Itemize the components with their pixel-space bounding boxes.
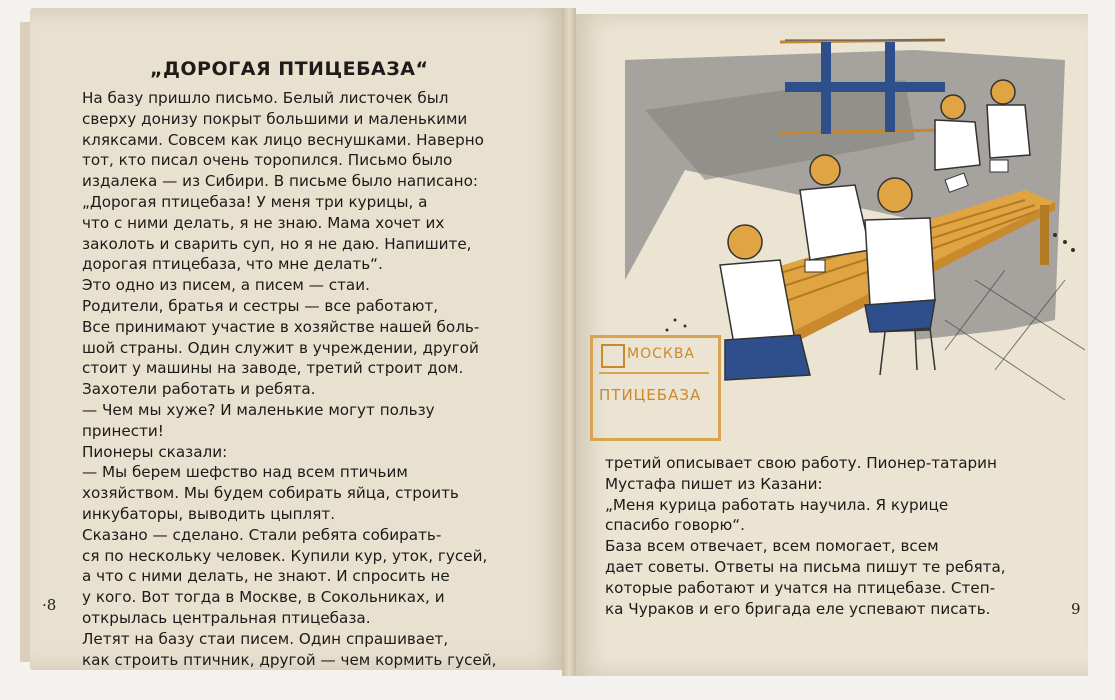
story-title: „ДОРОГАЯ ПТИЦЕБАЗА“ [150, 58, 429, 80]
text-line: которые работают и учатся на птицебазе. Степ- [605, 578, 996, 597]
text-line: дает советы. Ответы на письма пишут те ребята, [605, 557, 1006, 576]
text-line: ся по нескольку человек. Купили кур, уток, гусей, [82, 546, 488, 565]
text-line: Захотели работать и ребята. [82, 380, 316, 399]
text-line: На базу пришло письмо. Белый листочек был [82, 89, 449, 107]
text-line: принести! [82, 421, 164, 440]
text-line: у кого. Вот тогда в Москве, в Сокольниках, и [82, 588, 445, 607]
text-line: „Меня курица работать научила. Я курице [605, 495, 949, 514]
text-line: „Дорогая птицебаза! У меня три курицы, а [82, 192, 428, 211]
text-line: Пионеры сказали: [82, 442, 228, 461]
text-line: ка Чураков и его бригада еле успевают писать. [605, 599, 991, 618]
text-line: — Чем мы хуже? И маленькие могут пользу [82, 400, 435, 419]
stamp-line-1: МОСКВА [627, 346, 695, 362]
moskva-ptitsebaza-stamp [590, 335, 721, 441]
text-line: Мустафа пишет из Казани: [605, 474, 823, 493]
text-line: Родители, братья и сестры — все работают, [82, 296, 439, 315]
right-page-text [605, 453, 1065, 619]
text-line: инкубаторы, выводить цыплят. [82, 504, 336, 523]
text-line: Летят на базу стаи писем. Один спрашивает, [82, 629, 449, 648]
text-line: Сказано — сделано. Стали ребята собирать- [82, 525, 442, 544]
stamp-line-2: ПТИЦЕБАЗА [599, 386, 702, 404]
stamp-square-icon [601, 344, 625, 368]
text-line: третий описывает свою работу. Пионер-татарин [605, 454, 997, 472]
text-line: тот, кто писал очень торопился. Письмо было [82, 151, 453, 170]
text-line: Это одно из писем, а писем — стаи. [82, 276, 370, 295]
book-gutter [562, 8, 576, 676]
text-line: шой страны. Один служит в учреждении, другой [82, 338, 479, 357]
text-line: спасибо говорю“. [605, 516, 745, 535]
text-line: стоит у машины на заводе, третий строит дом. [82, 359, 464, 378]
left-page-text [82, 88, 542, 670]
text-line: а что с ними делать, не знают. И спросить не [82, 567, 450, 586]
text-line: Все принимают участие в хозяйстве нашей боль- [82, 317, 480, 336]
text-line: издалека — из Сибири. В письме было написано: [82, 172, 478, 191]
text-line: открылась центральная птицебаза. [82, 608, 371, 627]
text-line: что с ними делать, я не знаю. Мама хочет их [82, 213, 445, 232]
text-line: База всем отвечает, всем помогает, всем [605, 537, 939, 556]
text-line: хозяйством. Мы будем собирать яйца, строить [82, 484, 459, 503]
page-number-left: ·8 [42, 596, 57, 614]
text-line: дорогая птицебаза, что мне делать“. [82, 255, 383, 274]
text-line: — Мы берем шефство над всем птичьим [82, 463, 408, 482]
text-line: сверху донизу покрыт большими и маленькими [82, 109, 468, 128]
text-line: кляксами. Совсем как лицо веснушками. Наверно [82, 130, 484, 149]
page-number-right: 9 [1071, 600, 1081, 618]
text-line: как строить птичник, другой — чем кормить гусей, [82, 650, 497, 669]
text-line: заколоть и сварить суп, но я не даю. Напишите, [82, 234, 472, 253]
